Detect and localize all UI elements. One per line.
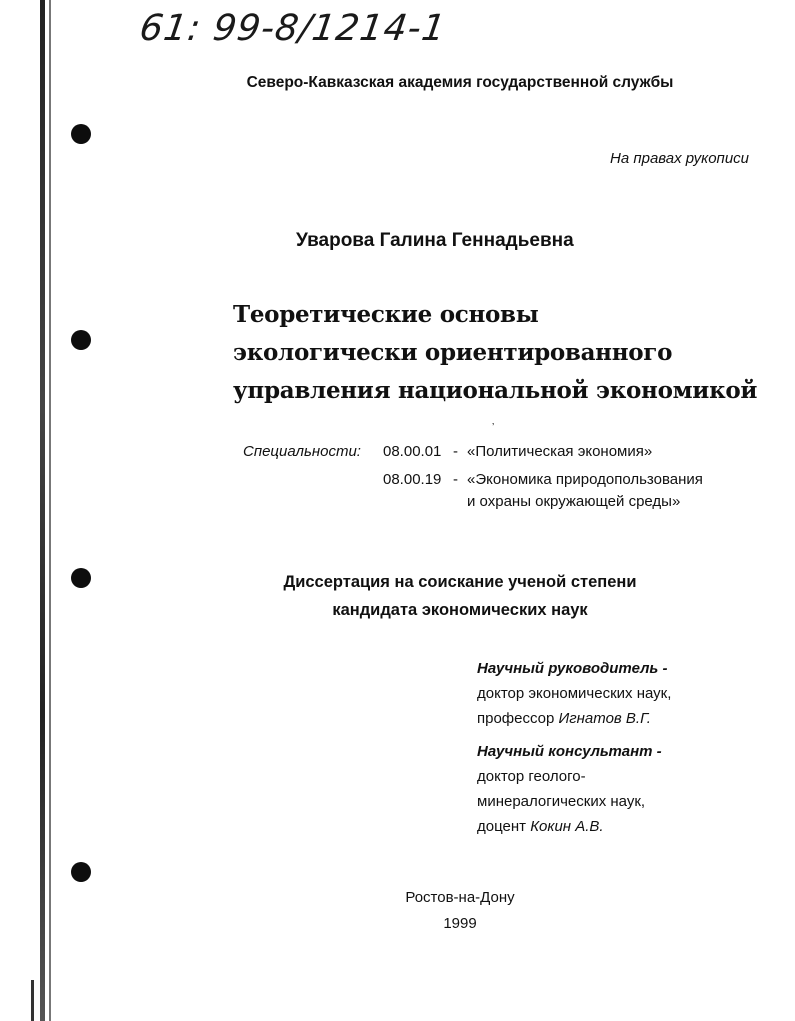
punch-hole-icon [71,124,91,144]
consultant-heading: Научный консультант - [477,743,662,760]
scan-corner-mark [31,980,34,1021]
supervisor-name: Игнатов В.Г. [558,710,651,727]
consultant-degree-cont: минералогических наук, [477,793,646,810]
title-line: управления национальной экономикой [233,377,758,404]
library-call-number: 61: 99-8/1214-1 [137,8,449,49]
consultant-name: Кокин А.В. [530,818,604,835]
title-line: Теоретические основы [233,301,539,328]
supervisor-degree: доктор экономических наук, [477,685,672,702]
title-line: экологически ориентированного [233,339,673,366]
scan-binding-edge [40,0,45,1021]
consultant-degree: доктор геолого- [477,768,586,785]
punch-hole-icon [71,862,91,882]
city: Ростов-на-Дону [405,889,515,906]
degree-line: Диссертация на соискание ученой степени [283,573,637,591]
specialties-label: Специальности: [243,443,361,460]
specialty-separator: - [453,471,458,488]
advisors-block [477,656,671,839]
punch-hole-icon [71,330,91,350]
author-name: Уварова Галина Геннадьевна [296,230,574,251]
year: 1999 [443,915,477,932]
specialty-code: 08.00.01 [383,443,442,460]
supervisor-title: профессор [477,710,555,727]
supervisor-line [477,706,671,731]
institution-name: Северо-Кавказская академия государственной службы [246,74,674,91]
degree-line: кандидата экономических наук [332,601,588,619]
specialty-name-cont: и охраны окружающей среды» [467,493,681,510]
supervisor-heading: Научный руководитель - [477,660,668,677]
specialty-code: 08.00.19 [383,471,442,488]
specialty-name: «Политическая экономия» [467,443,653,460]
specialty-name: «Экономика природопользования [467,471,703,488]
specialty-separator: - [453,443,458,460]
place-and-year [0,885,795,937]
stray-mark: ‚ [492,416,495,427]
scan-binding-line [49,0,51,1021]
dissertation-title [233,296,757,410]
degree-statement [0,568,795,624]
manuscript-rights-note: На правах рукописи [610,150,749,167]
consultant-title: доцент [477,818,527,835]
consultant-line [477,814,671,839]
